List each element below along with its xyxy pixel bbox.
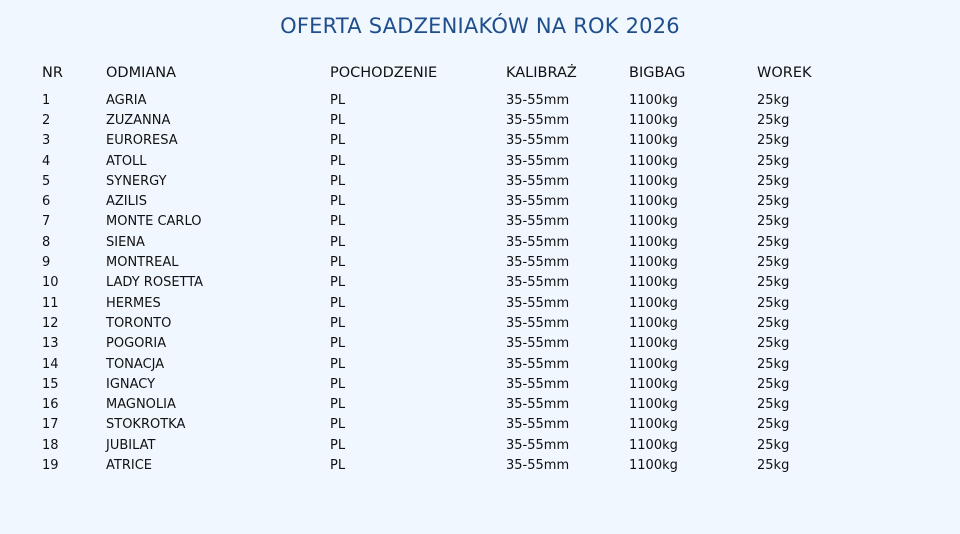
cell-variety: ZUZANNA: [106, 112, 171, 128]
cell-nr: 3: [42, 133, 51, 149]
cell-calibre: 35-55mm: [506, 315, 570, 331]
offer-table: [40, 62, 855, 476]
cell-origin: PL: [330, 275, 346, 291]
cell-bigbag: 1100kg: [629, 275, 678, 291]
cell-bag: 25kg: [757, 255, 790, 271]
cell-origin: PL: [330, 194, 346, 210]
cell-origin: PL: [330, 356, 346, 372]
cell-origin: PL: [330, 376, 346, 392]
cell-bag: 25kg: [757, 376, 790, 392]
cell-bigbag: 1100kg: [629, 214, 678, 230]
cell-bigbag: 1100kg: [629, 437, 678, 453]
cell-origin: PL: [330, 457, 346, 473]
table-row: [40, 212, 855, 232]
cell-bag: 25kg: [757, 356, 790, 372]
cell-origin: PL: [330, 92, 346, 108]
cell-bigbag: 1100kg: [629, 295, 678, 311]
table-row: [40, 354, 855, 374]
table-header-row: [40, 62, 855, 90]
column-header-origin: POCHODZENIE: [330, 65, 438, 81]
cell-origin: PL: [330, 315, 346, 331]
cell-bag: 25kg: [757, 417, 790, 433]
cell-bigbag: 1100kg: [629, 397, 678, 413]
cell-nr: 11: [42, 295, 59, 311]
table-row: [40, 90, 855, 110]
cell-calibre: 35-55mm: [506, 437, 570, 453]
cell-calibre: 35-55mm: [506, 173, 570, 189]
cell-nr: 10: [42, 275, 59, 291]
cell-variety: MONTREAL: [106, 255, 179, 271]
cell-bag: 25kg: [757, 92, 790, 108]
cell-origin: PL: [330, 234, 346, 250]
cell-variety: LADY ROSETTA: [106, 275, 204, 291]
cell-calibre: 35-55mm: [506, 194, 570, 210]
cell-bag: 25kg: [757, 336, 790, 352]
cell-origin: PL: [330, 133, 346, 149]
cell-bag: 25kg: [757, 275, 790, 291]
cell-nr: 13: [42, 336, 59, 352]
cell-bag: 25kg: [757, 295, 790, 311]
cell-variety: TONACJA: [106, 356, 165, 372]
cell-bag: 25kg: [757, 315, 790, 331]
cell-variety: HERMES: [106, 295, 161, 311]
cell-variety: AZILIS: [106, 194, 147, 210]
cell-bag: 25kg: [757, 153, 790, 169]
table-row: [40, 313, 855, 333]
cell-variety: ATOLL: [106, 153, 147, 169]
cell-calibre: 35-55mm: [506, 376, 570, 392]
cell-calibre: 35-55mm: [506, 92, 570, 108]
cell-calibre: 35-55mm: [506, 275, 570, 291]
cell-origin: PL: [330, 295, 346, 311]
cell-nr: 6: [42, 194, 51, 210]
cell-bag: 25kg: [757, 234, 790, 250]
table-row: [40, 110, 855, 130]
cell-bigbag: 1100kg: [629, 376, 678, 392]
table-row: [40, 374, 855, 394]
cell-calibre: 35-55mm: [506, 336, 570, 352]
cell-nr: 4: [42, 153, 51, 169]
cell-variety: STOKROTKA: [106, 417, 186, 433]
table-row: [40, 232, 855, 252]
cell-origin: PL: [330, 173, 346, 189]
cell-calibre: 35-55mm: [506, 295, 570, 311]
cell-nr: 16: [42, 397, 59, 413]
column-header-bigbag: BIGBAG: [629, 65, 686, 81]
cell-bigbag: 1100kg: [629, 92, 678, 108]
cell-calibre: 35-55mm: [506, 214, 570, 230]
table-body: [40, 90, 855, 476]
cell-bigbag: 1100kg: [629, 194, 678, 210]
cell-bigbag: 1100kg: [629, 336, 678, 352]
cell-nr: 2: [42, 112, 51, 128]
cell-bigbag: 1100kg: [629, 417, 678, 433]
cell-variety: JUBILAT: [106, 437, 156, 453]
cell-nr: 18: [42, 437, 59, 453]
cell-calibre: 35-55mm: [506, 153, 570, 169]
table-row: [40, 293, 855, 313]
cell-bag: 25kg: [757, 397, 790, 413]
cell-origin: PL: [330, 112, 346, 128]
cell-bigbag: 1100kg: [629, 112, 678, 128]
cell-variety: SIENA: [106, 234, 145, 250]
cell-calibre: 35-55mm: [506, 255, 570, 271]
page-title: OFERTA SADZENIAKÓW NA ROK 2026: [280, 14, 680, 38]
cell-calibre: 35-55mm: [506, 417, 570, 433]
cell-nr: 8: [42, 234, 51, 250]
cell-variety: SYNERGY: [106, 173, 167, 189]
cell-calibre: 35-55mm: [506, 234, 570, 250]
cell-nr: 17: [42, 417, 59, 433]
table-row: [40, 394, 855, 414]
cell-nr: 14: [42, 356, 59, 372]
table-row: [40, 191, 855, 211]
cell-nr: 9: [42, 255, 51, 271]
cell-bigbag: 1100kg: [629, 315, 678, 331]
cell-bag: 25kg: [757, 194, 790, 210]
table-row: [40, 415, 855, 435]
cell-bag: 25kg: [757, 173, 790, 189]
cell-variety: MONTE CARLO: [106, 214, 202, 230]
cell-bigbag: 1100kg: [629, 153, 678, 169]
table-row: [40, 334, 855, 354]
cell-nr: 19: [42, 457, 59, 473]
column-header-bag: WOREK: [757, 65, 812, 81]
cell-bigbag: 1100kg: [629, 255, 678, 271]
cell-bigbag: 1100kg: [629, 457, 678, 473]
cell-origin: PL: [330, 255, 346, 271]
cell-bag: 25kg: [757, 214, 790, 230]
cell-variety: POGORIA: [106, 336, 167, 352]
cell-bag: 25kg: [757, 112, 790, 128]
cell-variety: IGNACY: [106, 376, 156, 392]
cell-variety: EURORESA: [106, 133, 178, 149]
cell-nr: 5: [42, 173, 51, 189]
cell-calibre: 35-55mm: [506, 356, 570, 372]
cell-calibre: 35-55mm: [506, 397, 570, 413]
cell-nr: 12: [42, 315, 59, 331]
cell-origin: PL: [330, 437, 346, 453]
cell-bag: 25kg: [757, 437, 790, 453]
column-header-nr: NR: [42, 65, 63, 81]
cell-calibre: 35-55mm: [506, 112, 570, 128]
column-header-calibre: KALIBRAŻ: [506, 65, 577, 81]
cell-variety: MAGNOLIA: [106, 397, 176, 413]
cell-origin: PL: [330, 417, 346, 433]
cell-origin: PL: [330, 336, 346, 352]
cell-origin: PL: [330, 397, 346, 413]
cell-origin: PL: [330, 214, 346, 230]
cell-bag: 25kg: [757, 457, 790, 473]
cell-bigbag: 1100kg: [629, 173, 678, 189]
cell-bigbag: 1100kg: [629, 133, 678, 149]
cell-nr: 15: [42, 376, 59, 392]
cell-bigbag: 1100kg: [629, 356, 678, 372]
table-row: [40, 131, 855, 151]
table-row: [40, 252, 855, 272]
table-row: [40, 435, 855, 455]
cell-calibre: 35-55mm: [506, 133, 570, 149]
cell-origin: PL: [330, 153, 346, 169]
table-row: [40, 455, 855, 475]
cell-variety: ATRICE: [106, 457, 152, 473]
cell-bigbag: 1100kg: [629, 234, 678, 250]
cell-nr: 1: [42, 92, 51, 108]
cell-bag: 25kg: [757, 133, 790, 149]
table-row: [40, 151, 855, 171]
cell-calibre: 35-55mm: [506, 457, 570, 473]
cell-variety: AGRIA: [106, 92, 147, 108]
column-header-variety: ODMIANA: [106, 65, 177, 81]
table-row: [40, 171, 855, 191]
cell-variety: TORONTO: [106, 315, 172, 331]
cell-nr: 7: [42, 214, 51, 230]
table-row: [40, 273, 855, 293]
